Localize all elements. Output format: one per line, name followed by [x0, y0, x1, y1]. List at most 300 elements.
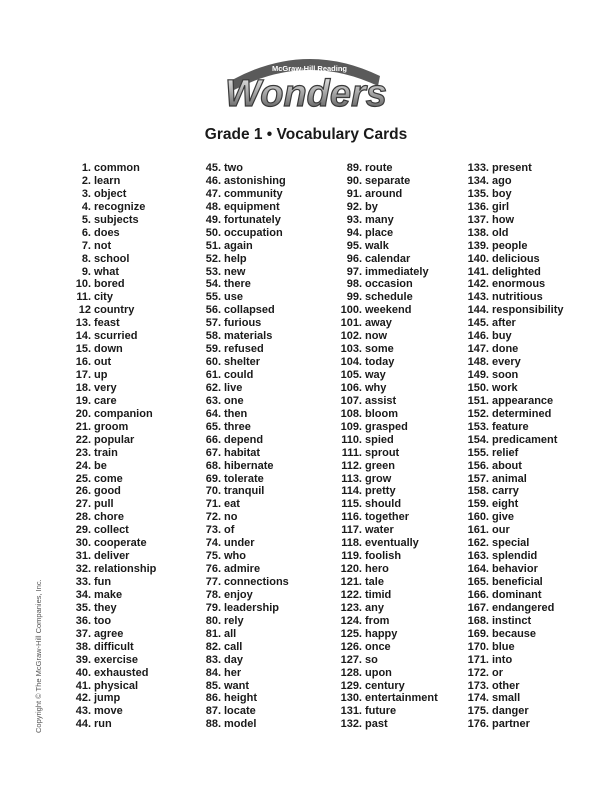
vocabulary-word: eat — [224, 498, 240, 511]
vocabulary-word: down — [94, 343, 123, 356]
vocabulary-word: schedule — [365, 291, 413, 304]
vocabulary-number: 25. — [75, 472, 91, 485]
page-title: Grade 1 • Vocabulary Cards — [204, 126, 408, 143]
vocabulary-number: 19. — [75, 394, 91, 407]
vocabulary-word: together — [365, 511, 409, 524]
vocabulary-number: 104. — [340, 356, 362, 369]
vocabulary-number: 156. — [467, 459, 489, 472]
vocabulary-item — [457, 240, 564, 253]
vocabulary-number: 100. — [340, 304, 362, 317]
vocabulary-word: very — [94, 381, 117, 394]
vocabulary-number: 138. — [467, 226, 489, 239]
copyright-notice: Copyright © The McGraw-Hill Companies, Inc. — [34, 579, 43, 733]
vocabulary-word: instinct — [492, 614, 532, 627]
vocabulary-word: happy — [365, 627, 398, 640]
vocabulary-item — [193, 654, 289, 667]
vocabulary-number: 171. — [467, 653, 489, 666]
vocabulary-item — [457, 330, 564, 343]
vocabulary-item — [457, 460, 564, 473]
vocabulary-word: up — [94, 369, 108, 381]
vocabulary-word: country — [94, 304, 135, 317]
vocabulary-item — [330, 576, 438, 589]
vocabulary-item — [193, 382, 289, 395]
vocabulary-word: sprout — [365, 446, 400, 459]
vocabulary-word: who — [224, 550, 246, 563]
vocabulary-number: 150. — [467, 381, 489, 394]
vocabulary-number: 99. — [346, 291, 362, 304]
vocabulary-word: some — [365, 343, 394, 356]
vocabulary-word: what — [94, 265, 120, 278]
vocabulary-item — [330, 628, 438, 641]
vocabulary-word: determined — [492, 407, 552, 420]
vocabulary-item — [58, 240, 156, 253]
vocabulary-word: learn — [94, 174, 121, 187]
vocabulary-word: does — [94, 226, 120, 239]
vocabulary-word: nutritious — [492, 291, 543, 304]
vocabulary-item — [330, 434, 438, 447]
vocabulary-item — [330, 705, 438, 718]
vocabulary-number: 116. — [341, 511, 362, 524]
vocabulary-item — [457, 278, 564, 291]
vocabulary-number: 44. — [75, 718, 91, 731]
vocabulary-word: tolerate — [224, 472, 264, 485]
vocabulary-number: 79. — [205, 601, 221, 614]
vocabulary-number: 41. — [75, 679, 91, 692]
vocabulary-word: grasped — [365, 420, 408, 433]
vocabulary-word: other — [492, 679, 520, 692]
vocabulary-item — [193, 227, 289, 240]
vocabulary-word: occasion — [365, 278, 413, 291]
vocabulary-number: 169. — [467, 627, 489, 640]
vocabulary-word: all — [224, 627, 237, 640]
vocabulary-item — [457, 434, 564, 447]
vocabulary-item — [193, 680, 289, 693]
vocabulary-word: be — [94, 459, 107, 472]
vocabulary-number: 52. — [205, 252, 221, 265]
vocabulary-word: model — [224, 718, 257, 731]
vocabulary-word: many — [365, 213, 394, 226]
vocabulary-item — [457, 498, 564, 511]
vocabulary-number: 89. — [346, 162, 362, 174]
vocabulary-word: our — [492, 524, 510, 537]
vocabulary-item — [330, 692, 438, 705]
vocabulary-number: 164. — [467, 563, 489, 576]
vocabulary-word: furious — [224, 317, 262, 330]
vocabulary-word: dominant — [492, 588, 542, 601]
vocabulary-item — [58, 537, 156, 550]
vocabulary-column-4 — [457, 162, 564, 731]
vocabulary-item — [330, 188, 438, 201]
vocabulary-item — [193, 434, 289, 447]
vocabulary-number: 38. — [75, 640, 91, 653]
vocabulary-number: 12 — [78, 304, 91, 317]
vocabulary-word: foolish — [365, 550, 402, 563]
vocabulary-number: 6. — [81, 226, 91, 239]
vocabulary-word: relief — [492, 446, 519, 459]
vocabulary-number: 157. — [467, 472, 489, 485]
vocabulary-item — [58, 408, 156, 421]
vocabulary-item — [330, 408, 438, 421]
vocabulary-item — [457, 317, 564, 330]
vocabulary-item — [193, 317, 289, 330]
logo-brand: Wonders — [225, 73, 387, 112]
vocabulary-word: subjects — [94, 213, 139, 226]
vocabulary-word: school — [94, 252, 130, 265]
vocabulary-number: 93. — [346, 213, 362, 226]
vocabulary-item — [58, 692, 156, 705]
vocabulary-word: or — [492, 666, 503, 679]
vocabulary-number: 72. — [205, 511, 221, 524]
vocabulary-number: 35. — [75, 601, 91, 614]
vocabulary-number: 34. — [75, 588, 91, 601]
vocabulary-number: 167. — [467, 601, 489, 614]
vocabulary-number: 92. — [346, 200, 362, 213]
vocabulary-word: route — [365, 162, 393, 174]
vocabulary-number: 43. — [75, 705, 91, 718]
vocabulary-item — [193, 304, 289, 317]
vocabulary-item — [330, 266, 438, 279]
vocabulary-word: beneficial — [492, 576, 543, 588]
vocabulary-item — [58, 589, 156, 602]
vocabulary-number: 32. — [75, 563, 91, 576]
vocabulary-word: away — [365, 317, 392, 330]
vocabulary-number: 42. — [75, 692, 91, 705]
vocabulary-item — [457, 641, 564, 654]
vocabulary-number: 13. — [75, 317, 91, 330]
vocabulary-number: 15. — [75, 343, 91, 356]
vocabulary-item — [457, 537, 564, 550]
vocabulary-item — [330, 563, 438, 576]
vocabulary-number: 127. — [340, 653, 362, 666]
vocabulary-word: delicious — [492, 252, 540, 265]
vocabulary-word: difficult — [94, 640, 134, 653]
vocabulary-word: shelter — [224, 356, 261, 369]
vocabulary-number: 77. — [205, 576, 221, 588]
vocabulary-word: walk — [365, 239, 389, 252]
vocabulary-word: come — [94, 472, 123, 485]
vocabulary-word: astonishing — [224, 174, 286, 187]
vocabulary-word: use — [224, 291, 243, 304]
vocabulary-item — [457, 718, 564, 731]
vocabulary-word: hibernate — [224, 459, 274, 472]
vocabulary-item — [58, 304, 156, 317]
vocabulary-word: refused — [224, 343, 264, 356]
vocabulary-item — [457, 356, 564, 369]
vocabulary-word: depend — [224, 433, 264, 446]
vocabulary-number: 53. — [205, 265, 221, 278]
vocabulary-word: out — [94, 356, 112, 369]
vocabulary-item — [330, 654, 438, 667]
vocabulary-item — [193, 291, 289, 304]
vocabulary-word: chore — [94, 511, 124, 524]
vocabulary-word: care — [94, 394, 117, 407]
vocabulary-item — [58, 602, 156, 615]
vocabulary-number: 69. — [205, 472, 221, 485]
vocabulary-item — [330, 667, 438, 680]
vocabulary-item — [330, 550, 438, 563]
vocabulary-item — [330, 369, 438, 382]
vocabulary-word: soon — [492, 369, 519, 381]
vocabulary-number: 173. — [467, 679, 489, 692]
vocabulary-number: 7. — [81, 239, 91, 252]
vocabulary-number: 86. — [205, 692, 221, 705]
vocabulary-number: 148. — [467, 356, 489, 369]
vocabulary-item — [457, 253, 564, 266]
vocabulary-item — [58, 421, 156, 434]
vocabulary-number: 28. — [75, 511, 91, 524]
wonders-logo — [222, 46, 390, 112]
vocabulary-number: 84. — [205, 666, 221, 679]
vocabulary-number: 55. — [205, 291, 221, 304]
vocabulary-item — [193, 330, 289, 343]
vocabulary-item — [330, 175, 438, 188]
vocabulary-number: 152. — [467, 407, 489, 420]
vocabulary-number: 130. — [340, 692, 362, 705]
vocabulary-number: 105. — [340, 369, 362, 381]
vocabulary-number: 50. — [205, 226, 221, 239]
vocabulary-word: today — [365, 356, 395, 369]
vocabulary-word: tranquil — [224, 485, 265, 498]
vocabulary-item — [457, 705, 564, 718]
vocabulary-number: 117. — [341, 524, 362, 537]
vocabulary-item — [457, 382, 564, 395]
vocabulary-number: 128. — [340, 666, 362, 679]
vocabulary-word: now — [365, 330, 387, 343]
vocabulary-word: there — [224, 278, 251, 291]
vocabulary-word: help — [224, 252, 247, 265]
vocabulary-item — [457, 421, 564, 434]
vocabulary-number: 109. — [340, 420, 362, 433]
vocabulary-number: 82. — [205, 640, 221, 653]
vocabulary-item — [193, 628, 289, 641]
vocabulary-number: 54. — [205, 278, 221, 291]
vocabulary-number: 67. — [205, 446, 221, 459]
vocabulary-item — [457, 615, 564, 628]
vocabulary-item — [330, 460, 438, 473]
vocabulary-number: 5. — [81, 213, 91, 226]
vocabulary-number: 76. — [205, 563, 221, 576]
vocabulary-word: could — [224, 369, 254, 381]
vocabulary-number: 96. — [346, 252, 362, 265]
vocabulary-item — [193, 615, 289, 628]
vocabulary-item — [58, 473, 156, 486]
vocabulary-word: again — [224, 239, 253, 252]
vocabulary-word: make — [94, 588, 123, 601]
vocabulary-word: jump — [94, 692, 121, 705]
vocabulary-item — [193, 485, 289, 498]
vocabulary-item — [193, 692, 289, 705]
vocabulary-number: 149. — [467, 369, 489, 381]
vocabulary-item — [457, 369, 564, 382]
vocabulary-number: 144. — [467, 304, 489, 317]
vocabulary-word: equipment — [224, 200, 280, 213]
vocabulary-number: 56. — [205, 304, 221, 317]
vocabulary-word: old — [492, 226, 509, 239]
vocabulary-word: because — [492, 627, 537, 640]
vocabulary-number: 158. — [467, 485, 489, 498]
vocabulary-item — [330, 253, 438, 266]
vocabulary-number: 106. — [340, 381, 362, 394]
vocabulary-word: after — [492, 317, 516, 330]
vocabulary-column-1 — [58, 162, 156, 731]
vocabulary-number: 155. — [467, 446, 489, 459]
vocabulary-item — [457, 602, 564, 615]
vocabulary-number: 124. — [340, 614, 362, 627]
vocabulary-number: 123. — [340, 601, 362, 614]
vocabulary-item — [457, 343, 564, 356]
vocabulary-number: 68. — [205, 459, 221, 472]
vocabulary-item — [330, 356, 438, 369]
vocabulary-number: 166. — [467, 588, 489, 601]
vocabulary-number: 163. — [467, 550, 489, 563]
vocabulary-word: entertainment — [365, 692, 438, 705]
vocabulary-item — [457, 188, 564, 201]
vocabulary-word: hero — [365, 563, 389, 576]
vocabulary-item — [330, 421, 438, 434]
vocabulary-item — [457, 485, 564, 498]
vocabulary-item — [58, 705, 156, 718]
vocabulary-item — [193, 369, 289, 382]
vocabulary-number: 66. — [205, 433, 221, 446]
vocabulary-word: appearance — [492, 394, 554, 407]
vocabulary-number: 115. — [341, 498, 362, 511]
vocabulary-item — [457, 589, 564, 602]
vocabulary-number: 81. — [205, 627, 221, 640]
vocabulary-item — [330, 240, 438, 253]
vocabulary-column-2 — [193, 162, 289, 731]
vocabulary-item — [330, 395, 438, 408]
vocabulary-word: responsibility — [492, 304, 564, 317]
vocabulary-word: tale — [365, 576, 384, 588]
vocabulary-number: 60. — [205, 356, 221, 369]
vocabulary-number: 26. — [75, 485, 91, 498]
vocabulary-item — [330, 602, 438, 615]
vocabulary-number: 58. — [205, 330, 221, 343]
vocabulary-number: 63. — [205, 394, 221, 407]
vocabulary-word: bloom — [365, 407, 398, 420]
vocabulary-word: small — [492, 692, 521, 705]
vocabulary-number: 111. — [341, 446, 362, 459]
vocabulary-word: two — [224, 162, 243, 174]
vocabulary-word: grow — [365, 472, 392, 485]
vocabulary-number: 114. — [341, 485, 362, 498]
vocabulary-item — [330, 524, 438, 537]
vocabulary-word: new — [224, 265, 246, 278]
vocabulary-item — [457, 667, 564, 680]
vocabulary-word: move — [94, 705, 123, 718]
vocabulary-word: city — [94, 291, 113, 304]
vocabulary-item — [330, 227, 438, 240]
vocabulary-item — [193, 408, 289, 421]
vocabulary-item — [457, 654, 564, 667]
vocabulary-number: 36. — [75, 614, 91, 627]
vocabulary-word: too — [94, 614, 112, 627]
vocabulary-item — [457, 628, 564, 641]
vocabulary-number: 160. — [467, 511, 489, 524]
vocabulary-word: boy — [492, 187, 512, 200]
vocabulary-number: 126. — [340, 640, 362, 653]
logo-publisher: McGraw-Hill Reading — [272, 64, 348, 73]
vocabulary-item — [330, 680, 438, 693]
vocabulary-number: 23. — [75, 446, 91, 459]
vocabulary-number: 62. — [205, 381, 221, 394]
vocabulary-word: done — [492, 343, 519, 356]
vocabulary-column-3 — [330, 162, 438, 731]
vocabulary-number: 97. — [346, 265, 362, 278]
vocabulary-number: 131. — [340, 705, 362, 718]
vocabulary-number: 71. — [205, 498, 221, 511]
vocabulary-number: 8. — [81, 252, 91, 265]
vocabulary-word: of — [224, 524, 235, 537]
vocabulary-item — [457, 511, 564, 524]
vocabulary-item — [193, 162, 289, 175]
vocabulary-item — [457, 175, 564, 188]
vocabulary-number: 140. — [467, 252, 489, 265]
vocabulary-item — [457, 214, 564, 227]
vocabulary-item — [193, 460, 289, 473]
vocabulary-item — [58, 680, 156, 693]
vocabulary-number: 40. — [75, 666, 91, 679]
vocabulary-word: spied — [365, 433, 394, 446]
vocabulary-number: 113. — [341, 472, 362, 485]
vocabulary-item — [193, 667, 289, 680]
vocabulary-item — [330, 511, 438, 524]
vocabulary-number: 94. — [346, 226, 362, 239]
vocabulary-item — [58, 628, 156, 641]
vocabulary-word: weekend — [365, 304, 412, 317]
vocabulary-number: 80. — [205, 614, 221, 627]
vocabulary-number: 16. — [75, 356, 91, 369]
vocabulary-item — [330, 485, 438, 498]
vocabulary-number: 102. — [340, 330, 362, 343]
vocabulary-word: immediately — [365, 265, 429, 278]
vocabulary-number: 65. — [205, 420, 221, 433]
vocabulary-word: agree — [94, 627, 124, 640]
vocabulary-word: every — [492, 356, 521, 369]
vocabulary-item — [58, 266, 156, 279]
vocabulary-number: 49. — [205, 213, 221, 226]
vocabulary-number: 11. — [76, 291, 91, 304]
vocabulary-word: locate — [224, 705, 256, 718]
vocabulary-number: 45. — [205, 162, 221, 174]
vocabulary-number: 70. — [205, 485, 221, 498]
vocabulary-item — [457, 227, 564, 240]
vocabulary-word: buy — [492, 330, 512, 343]
vocabulary-word: assist — [365, 394, 397, 407]
vocabulary-number: 64. — [205, 407, 221, 420]
vocabulary-word: groom — [94, 420, 129, 433]
vocabulary-word: feature — [492, 420, 529, 433]
vocabulary-item — [457, 266, 564, 279]
vocabulary-number: 142. — [467, 278, 489, 291]
vocabulary-item — [193, 175, 289, 188]
vocabulary-item — [457, 563, 564, 576]
vocabulary-number: 57. — [205, 317, 221, 330]
vocabulary-word: enjoy — [224, 588, 253, 601]
vocabulary-word: ago — [492, 174, 512, 187]
vocabulary-number: 30. — [75, 537, 91, 550]
vocabulary-word: pretty — [365, 485, 396, 498]
vocabulary-item — [58, 485, 156, 498]
vocabulary-word: special — [492, 537, 530, 550]
vocabulary-word: rely — [224, 614, 244, 627]
vocabulary-number: 37. — [75, 627, 91, 640]
vocabulary-number: 18. — [75, 381, 91, 394]
vocabulary-item — [193, 473, 289, 486]
vocabulary-item — [193, 447, 289, 460]
vocabulary-item — [457, 408, 564, 421]
vocabulary-number: 136. — [467, 200, 489, 213]
